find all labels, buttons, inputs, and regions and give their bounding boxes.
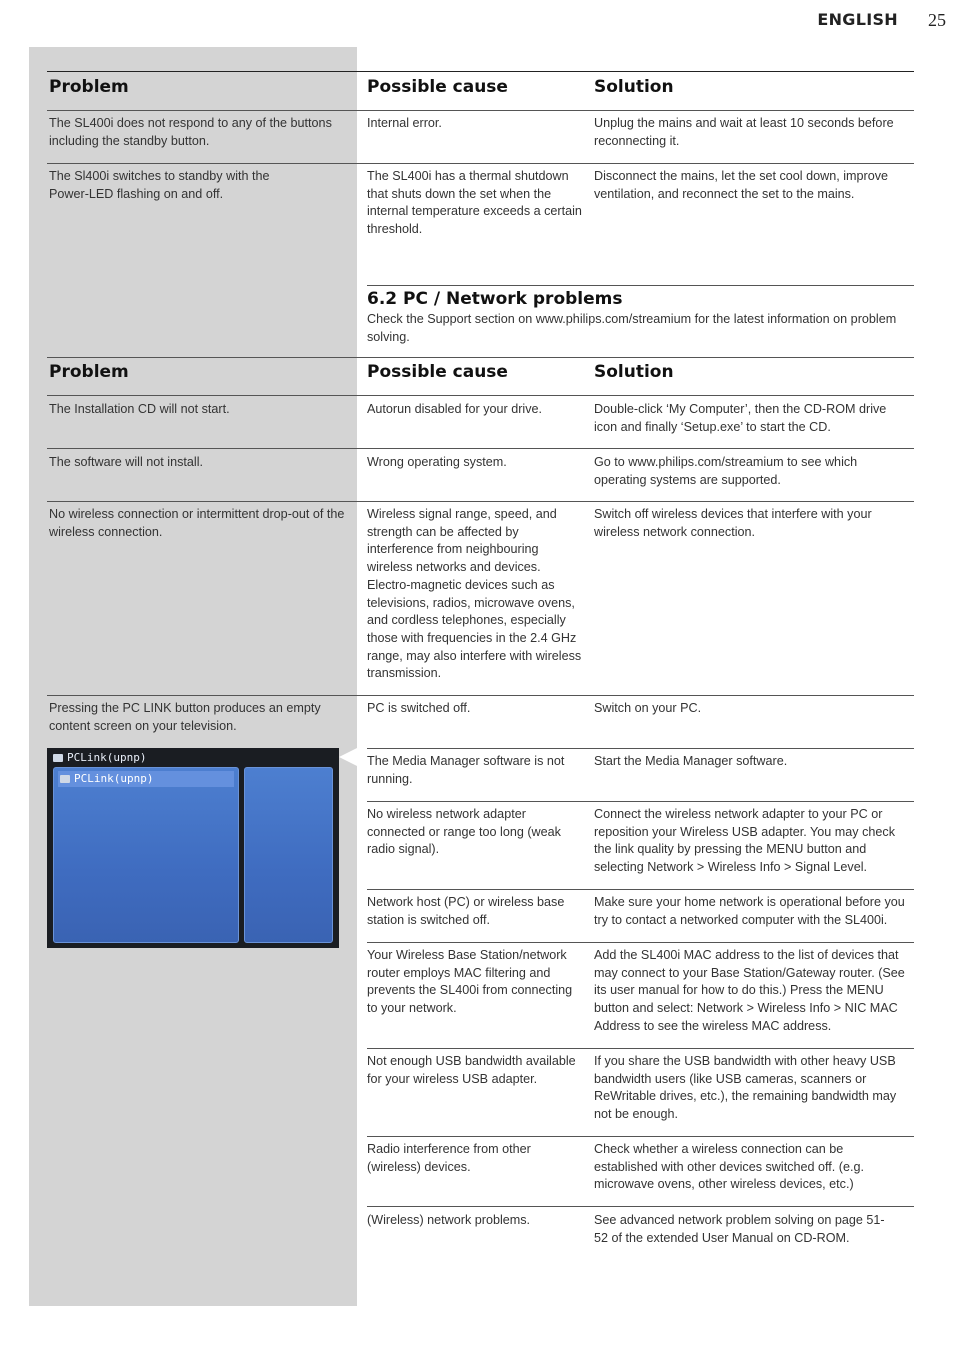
table2-row5-rule — [367, 801, 914, 802]
gray-sidebar-panel — [29, 47, 357, 1306]
table1-row2-problem: The Sl400i switches to standby with the Power-LED flashing on and off. — [49, 169, 270, 201]
table2-row6-rule — [367, 889, 914, 890]
table2-row9-rule — [367, 1136, 914, 1137]
table1-header-solution: Solution — [594, 77, 674, 97]
table2-top-rule — [47, 357, 914, 358]
table2-row10-cause: Radio interference from other (wireless) devices. — [367, 1142, 531, 1174]
folder-icon — [53, 754, 63, 762]
table2-row7-cause: Network host (PC) or wireless base station is switched off. — [367, 895, 565, 927]
table2-row3-rule — [47, 695, 914, 696]
screen-title: PCLink(upnp) — [67, 751, 147, 764]
screen-right-pane — [244, 767, 333, 943]
callout-pointer — [339, 748, 357, 766]
table2-row1-solution: Double-click ‘My Computer’, then the CD-ROM drive icon and finally ‘Setup.exe’ to start the CD. — [594, 402, 887, 434]
table1-row1-problem: The SL400i does not respond to any of the buttons including the standby button. — [49, 116, 332, 148]
table2-row7-rule — [367, 942, 914, 943]
table2-row4-solution: Switch on your PC. — [594, 701, 702, 715]
folder-icon — [60, 775, 70, 783]
table2-row4-cause: PC is switched off. — [367, 701, 471, 715]
table2-row2-cause: Wrong operating system. — [367, 455, 507, 469]
screen-left-pane — [53, 767, 239, 943]
table2-header-problem: Problem — [49, 362, 129, 382]
table2-row4-rule — [367, 748, 914, 749]
table2-row11-cause: (Wireless) network problems. — [367, 1213, 531, 1227]
table2-row8-solution: Add the SL400i MAC address to the list of devices that may connect to your Base Station/Gateway router. (See its user manual for how to do this.) Press the MENU button and select: Network > Wireless Info > NIC MAC Address to see the wireless MAC address. — [594, 948, 905, 1033]
screen-title-bar — [53, 751, 146, 764]
table2-row8-rule — [367, 1048, 914, 1049]
table2-row3-cause: Wireless signal range, speed, and strength can be affected by interference from neighbouring wireless networks and devices. Electro-magnetic devices such as televisions, radios, microwave ovens, and cordless telephones, especially those with frequencies in the 2.4 GHz range, may also interfere with wireless transmission. — [367, 507, 582, 681]
table1-row1-solution: Unplug the mains and wait at least 10 seconds before reconnecting it. — [594, 116, 894, 148]
table2-row1-cause: Autorun disabled for your drive. — [367, 402, 543, 416]
table2-header-solution: Solution — [594, 362, 674, 382]
table2-row5-solution: Start the Media Manager software. — [594, 754, 788, 768]
section-description: Check the Support section on www.philips.com/streamium for the latest information on problem solving. — [367, 312, 897, 344]
table1-top-rule — [47, 71, 914, 72]
table2-row3-solution: Switch off wireless devices that interfere with your wireless network connection. — [594, 507, 872, 539]
table1-header-problem: Problem — [49, 77, 129, 97]
page-header — [817, 10, 946, 30]
table2-row5-cause: The Media Manager software is not running. — [367, 754, 565, 786]
table2-row2-rule — [47, 501, 914, 502]
section-title: 6.2 PC / Network problems — [367, 289, 623, 309]
table2-row7-solution: Make sure your home network is operational before you try to contact a networked computer with the SL400i. — [594, 895, 905, 927]
table2-row1-problem: The Installation CD will not start. — [49, 402, 230, 416]
section-top-rule — [367, 285, 914, 286]
language-label: ENGLISH — [817, 10, 898, 29]
screen-selected-item-label: PCLink(upnp) — [74, 772, 154, 785]
pclink-tv-screen-image — [47, 748, 339, 948]
table1-row2-solution: Disconnect the mains, let the set cool down, improve ventilation, and reconnect the set to the mains. — [594, 169, 888, 201]
table2-row9-solution: If you share the USB bandwidth with other heavy USB bandwidth users (like USB cameras, scanners or ReWritable drives, etc.), the remaining bandwidth may not be enough. — [594, 1054, 897, 1122]
table2-row8-cause: Your Wireless Base Station/network router employs MAC filtering and prevents the SL400i from connecting to your network. — [367, 948, 573, 1016]
table1-row1-cause: Internal error. — [367, 116, 442, 130]
table2-row3-problem: No wireless connection or intermittent drop-out of the wireless connection. — [49, 507, 345, 539]
table2-row1-rule — [47, 448, 914, 449]
table2-row6-cause: No wireless network adapter connected or range too long (weak radio signal). — [367, 807, 561, 857]
screen-selected-item — [58, 771, 234, 787]
table2-row6-solution: Connect the wireless network adapter to your PC or reposition your Wireless USB adapter. You may check the link quality by pressing the MENU button and selecting Network > Wireless Info > Signal Level. — [594, 807, 896, 875]
table2-row4-problem: Pressing the PC LINK button produces an empty content screen on your television. — [49, 701, 321, 733]
table2-header-cause: Possible cause — [367, 362, 508, 382]
table2-row11-solution: See advanced network problem solving on page 51-52 of the extended User Manual on CD-ROM. — [594, 1213, 885, 1245]
table1-header-cause: Possible cause — [367, 77, 508, 97]
table1-header-rule — [47, 110, 914, 111]
table1-row2-cause: The SL400i has a thermal shutdown that shuts down the set when the internal temperature exceeds a certain threshold. — [367, 169, 582, 237]
table1-row1-rule — [47, 163, 914, 164]
table2-row2-problem: The software will not install. — [49, 455, 203, 469]
table2-row2-solution: Go to www.philips.com/streamium to see which operating systems are supported. — [594, 455, 858, 487]
table2-row9-cause: Not enough USB bandwidth available for your wireless USB adapter. — [367, 1054, 576, 1086]
table2-row10-solution: Check whether a wireless connection can be established with other devices switched off. (e.g. microwave ovens, other wireless devices, etc.) — [594, 1142, 864, 1192]
table2-row10-rule — [367, 1206, 914, 1207]
page-number: 25 — [928, 10, 946, 30]
table2-header-rule — [47, 395, 914, 396]
